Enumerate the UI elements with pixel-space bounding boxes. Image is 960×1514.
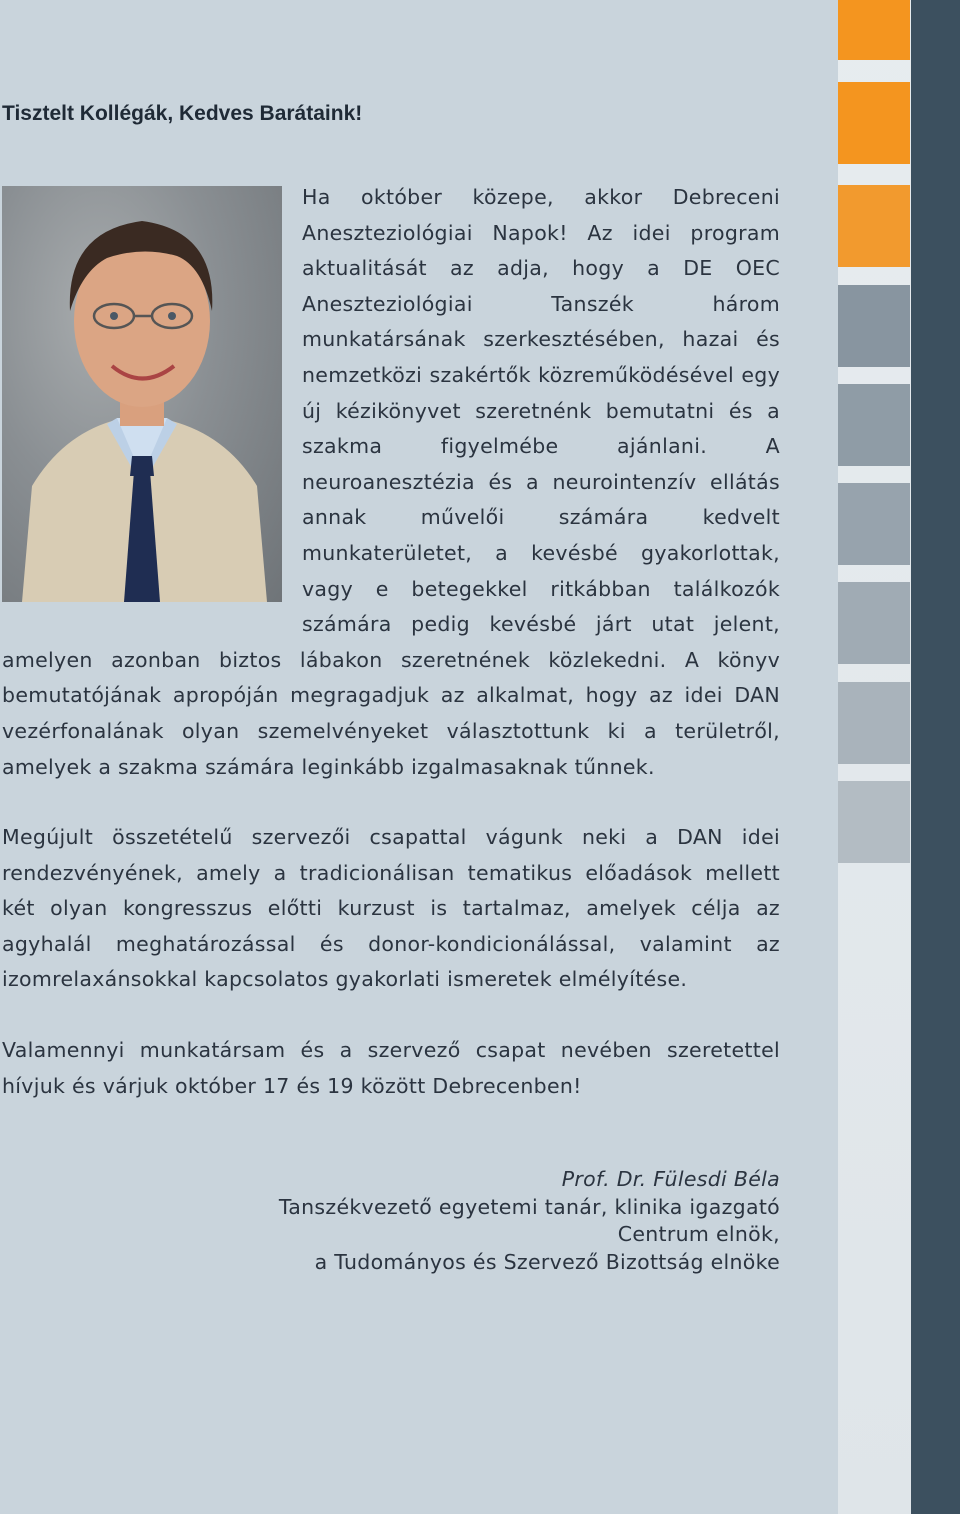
paragraph-invitation: Valamennyi munkatársam és a szervező csapat nevében szeretettel hívjuk és várjuk október 17 és 19 között Debrecenben! (2, 1038, 780, 1098)
decor-block-orange (838, 185, 910, 267)
paragraph-intro-text: Ha október közepe, akkor Debreceni Aneszteziológiai Napok! Az idei program aktualitását az adja, hogy a DE OEC Aneszteziológiai Tanszék három munkatársának szerkesztésében, hazai és nemzetközi szakértők közreműködésével egy új kézikönyvet szeretnénk bemutatni és a szakma figyelmébe ajánlani. A neuroanesztézia és a neurointenzív ellátás annak művelői számára kedvelt munkaterületet, a kevésbé gyakorlottak, vagy e betegekkel ritkábban találkozók számára pedig kevésbé járt utat jelent, amelyen azonban biztos lábakon szeretnének közlekedni. A könyv bemutatójának apropóján megragadjuk az alkalmat, hogy az idei DAN vezérfonalának olyan szemelvényeket választottunk ki a területről, amelyek a szakma számára leginkább izgalmasaknak tűnnek. (2, 185, 780, 779)
letter-body (2, 180, 780, 1104)
signature-title: a Tudományos és Szervező Bizottság elnöke (314, 1249, 780, 1274)
decor-block-gray (838, 781, 910, 863)
decor-block-gray (838, 384, 910, 466)
paragraph-intro (2, 180, 780, 785)
signature-block (279, 1166, 780, 1276)
signature-title: Tanszékvezető egyetemi tanár, klinika igazgató (278, 1194, 780, 1219)
signature-name: Prof. Dr. Fülesdi Béla (561, 1167, 780, 1191)
greeting-heading: Tisztelt Kollégák, Kedves Barátaink! (2, 102, 363, 125)
decorative-stripe (911, 0, 960, 1514)
decor-block-orange (838, 0, 910, 60)
decor-block-gray (838, 483, 910, 565)
decor-block-orange (838, 82, 910, 164)
decor-block-gray (838, 682, 910, 764)
signature-title: Centrum elnök, (617, 1222, 780, 1246)
decor-block-gray (838, 582, 910, 664)
decor-block-gray (838, 285, 910, 367)
paragraph-organizers: Megújult összetételű szervezői csapattal vágunk neki a DAN idei rendezvényének, amely a tradicionálisan tematikus előadások mellett két olyan kongresszus előtti kurzust is tartalmaz, amelyek célja az agyhalál meghatározással és donor-kondicionálással, valamint az izomrelaxánsokkal kapcsolatos gyakorlati ismeretek elmélyítése. (2, 825, 780, 992)
photo-spacer (2, 180, 302, 620)
